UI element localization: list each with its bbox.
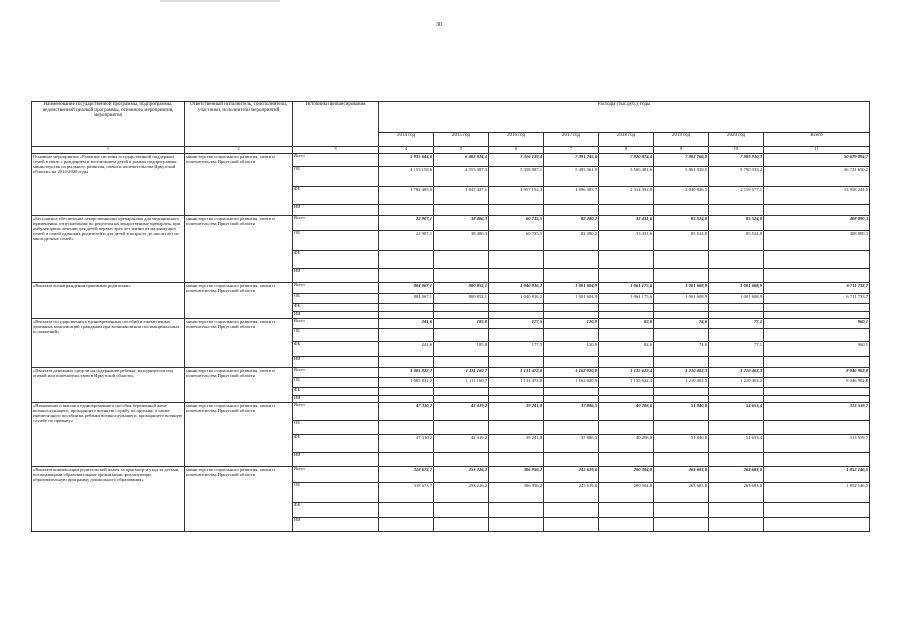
funding-source: Всего — [293, 467, 379, 483]
amount-cell — [544, 329, 599, 342]
column-index: 11 — [764, 147, 870, 154]
amount-cell: 800 852,1 — [434, 283, 489, 294]
funding-source: ФБ — [293, 304, 379, 312]
amount-cell — [434, 503, 489, 518]
amount-cell: 37 886,5 — [544, 435, 599, 453]
amount-cell: 5 790 333,2 — [709, 167, 764, 187]
amount-cell: 47 310,2 — [379, 435, 434, 453]
amount-cell — [434, 396, 489, 403]
funding-source: ИИ — [293, 312, 379, 319]
amount-cell — [379, 329, 434, 342]
column-index: 1 — [32, 147, 185, 154]
amount-cell — [709, 503, 764, 518]
amount-cell: 1 061 175,6 — [599, 294, 654, 304]
amount-cell: 263 683,0 — [654, 467, 709, 483]
amount-cell: 1 131 472,0 — [489, 378, 544, 388]
page-number: 30 — [436, 22, 442, 28]
amount-cell — [599, 312, 654, 319]
header-year: 2017 год — [544, 133, 599, 147]
amount-cell: 253 226,2 — [434, 467, 489, 483]
amount-cell — [489, 269, 544, 283]
amount-cell — [709, 205, 764, 216]
amount-cell: 50 679 894,7 — [764, 154, 870, 167]
responsible-executor: министерство социального развития, опеки и попечительства Иркутской области — [185, 319, 293, 368]
amount-cell: 313 559,7 — [764, 403, 870, 421]
amount-cell — [764, 518, 870, 532]
amount-cell: 5 358 987,1 — [489, 167, 544, 187]
amount-cell: 42 419,2 — [434, 403, 489, 421]
header-year: 2018 год — [599, 133, 654, 147]
amount-cell — [599, 205, 654, 216]
amount-cell — [434, 357, 489, 368]
amount-cell — [654, 329, 709, 342]
amount-cell: 120,9 — [544, 319, 599, 329]
amount-cell — [434, 518, 489, 532]
amount-cell — [599, 329, 654, 342]
amount-cell — [599, 453, 654, 467]
amount-cell: 1 111 160,7 — [434, 378, 489, 388]
amount-cell — [489, 388, 544, 396]
amount-cell: 263 683,0 — [709, 467, 764, 483]
amount-cell — [709, 251, 764, 269]
amount-cell: 318 673,7 — [379, 467, 434, 483]
measure-name: «Бесплатное обеспечение лекарственными препаратами для медицинского применения, отпускаемыми по рецептам на лекарственные препараты, при амбулаторном лечении для детей первых трех лет жизни из малоимущих семей и семей одиноких родителей и для детей в возрасте до шести лет из многодетных семей» — [32, 216, 185, 283]
amount-cell — [379, 388, 434, 396]
funding-source: ИИ — [293, 396, 379, 403]
table-row — [32, 283, 870, 294]
amount-cell — [379, 312, 434, 319]
amount-cell — [654, 269, 709, 283]
table-row — [32, 319, 870, 329]
amount-cell: 241,6 — [379, 342, 434, 357]
amount-cell: 1 210 402,3 — [654, 368, 709, 378]
amount-cell: 4 153 159,6 — [379, 167, 434, 187]
amount-cell: 60 735,5 — [489, 231, 544, 251]
amount-cell: 39 241,8 — [489, 403, 544, 421]
amount-cell — [764, 357, 870, 368]
column-index: 3 — [293, 147, 379, 154]
funding-source: ФБ — [293, 503, 379, 518]
header-name: Наименование государственной программы, подпрограммы, ведомственной целевой программы, основного мероприятия, мероприятия — [32, 102, 185, 147]
amount-cell: 245 619,6 — [544, 467, 599, 483]
amount-cell — [709, 518, 764, 532]
measure-name: «Выплата государственных единовременных пособий и ежемесячных денежных компенсаций гражданам при возникновении поствакцинальных осложнений» — [32, 319, 185, 368]
amount-cell: 6 711 733,7 — [764, 283, 870, 294]
funding-source: ФБ — [293, 251, 379, 269]
amount-cell — [544, 251, 599, 269]
amount-cell: 36 721 650,2 — [764, 167, 870, 187]
amount-cell: 33 431,6 — [599, 231, 654, 251]
amount-cell: 39 241,8 — [489, 435, 544, 453]
amount-cell — [764, 205, 870, 216]
amount-cell: 85 524,8 — [654, 216, 709, 231]
amount-cell — [379, 453, 434, 467]
measure-name: «Выплата вознаграждения приемным родителям» — [32, 283, 185, 319]
amount-cell: 1 131 472,0 — [489, 368, 544, 378]
amount-cell — [654, 388, 709, 396]
funding-source: ОБ — [293, 421, 379, 435]
amount-cell: 185,8 — [434, 342, 489, 357]
funding-source: ОБ — [293, 231, 379, 251]
amount-cell: 313 559,7 — [764, 435, 870, 453]
amount-cell — [709, 396, 764, 403]
funding-source: ФБ — [293, 435, 379, 453]
table-row — [32, 403, 870, 421]
amount-cell: 1 040 816,2 — [489, 294, 544, 304]
amount-cell — [544, 421, 599, 435]
amount-cell — [764, 453, 870, 467]
amount-cell — [599, 421, 654, 435]
amount-cell: 1 001 604,9 — [544, 294, 599, 304]
amount-cell: 85 524,8 — [709, 216, 764, 231]
amount-cell: 74,6 — [654, 342, 709, 357]
amount-cell — [599, 251, 654, 269]
amount-cell: 1 061 175,6 — [599, 283, 654, 294]
amount-cell — [489, 329, 544, 342]
amount-cell: 40 208,6 — [599, 403, 654, 421]
amount-cell: 82 280,2 — [544, 231, 599, 251]
table-row — [32, 467, 870, 483]
header-year: 2016 год — [489, 133, 544, 147]
amount-cell — [434, 421, 489, 435]
amount-cell — [599, 503, 654, 518]
amount-cell — [709, 304, 764, 312]
funding-source: ИИ — [293, 518, 379, 532]
amount-cell: 82 280,2 — [544, 216, 599, 231]
amount-cell — [379, 357, 434, 368]
funding-source: Всего — [293, 216, 379, 231]
amount-cell — [489, 396, 544, 403]
amount-cell: 177,5 — [489, 319, 544, 329]
amount-cell: 22 907,1 — [379, 216, 434, 231]
amount-cell: 318 673,7 — [379, 483, 434, 503]
amount-cell: 7 902 766,0 — [654, 154, 709, 167]
amount-cell — [654, 396, 709, 403]
amount-cell — [654, 304, 709, 312]
amount-cell: 1 135 622,4 — [599, 378, 654, 388]
column-index: 8 — [599, 147, 654, 154]
responsible-executor: министерство социального развития, опеки и попечительства Иркутской области — [185, 216, 293, 283]
funding-source: ОБ — [293, 167, 379, 187]
amount-cell: 2 040 826,5 — [654, 187, 709, 205]
amount-cell — [709, 269, 764, 283]
funding-source: ИИ — [293, 453, 379, 467]
table-row — [32, 216, 870, 231]
column-index: 9 — [654, 147, 709, 154]
amount-cell: 1 210 402,3 — [709, 368, 764, 378]
funding-source: ФБ — [293, 388, 379, 396]
amount-cell: 5 506 481,6 — [599, 167, 654, 187]
amount-cell: 13 958 244,5 — [764, 187, 870, 205]
amount-cell — [434, 329, 489, 342]
amount-cell: 54 653,4 — [709, 403, 764, 421]
amount-cell: 263 683,0 — [709, 483, 764, 503]
responsible-executor: министерство социального развития, опеки и попечительства Иркутской области — [185, 154, 293, 216]
amount-cell — [544, 388, 599, 396]
column-index: 2 — [185, 147, 293, 154]
amount-cell — [434, 205, 489, 216]
amount-cell — [379, 396, 434, 403]
amount-cell: 54 653,4 — [709, 435, 764, 453]
funding-source: ИИ — [293, 357, 379, 368]
amount-cell: 960,1 — [764, 319, 870, 329]
amount-cell: 82,6 — [599, 342, 654, 357]
amount-cell: 1 210 402,3 — [709, 378, 764, 388]
amount-cell: 22 907,1 — [379, 231, 434, 251]
funding-source: ОБ — [293, 294, 379, 304]
header-responsible: Ответственный исполнитель, соисполнители, участники, исполнители мероприятий — [185, 102, 293, 147]
amount-cell: 4 555 387,3 — [434, 167, 489, 187]
amount-cell — [544, 518, 599, 532]
amount-cell: 74,6 — [654, 319, 709, 329]
column-index: 5 — [434, 147, 489, 154]
amount-cell — [654, 518, 709, 532]
amount-cell — [544, 503, 599, 518]
funding-source: Всего — [293, 403, 379, 421]
responsible-executor: министерство социального развития, опеки и попечительства Иркутской области — [185, 283, 293, 319]
amount-cell: 77,1 — [709, 342, 764, 357]
amount-cell — [544, 396, 599, 403]
scan-artifact — [160, 0, 280, 2]
header-expenses: Расходы (тыс.руб.), годы — [379, 102, 870, 133]
amount-cell — [489, 312, 544, 319]
amount-cell: 1 085 822,2 — [379, 368, 434, 378]
amount-cell — [434, 312, 489, 319]
amount-cell — [544, 357, 599, 368]
amount-cell: 800 852,1 — [434, 294, 489, 304]
amount-cell — [709, 329, 764, 342]
funding-source: ИИ — [293, 205, 379, 216]
amount-cell: 245 619,6 — [544, 483, 599, 503]
amount-cell: 38 486,3 — [434, 216, 489, 231]
amount-cell: 8 046 902,8 — [764, 378, 870, 388]
amount-cell: 5 495 361,9 — [544, 167, 599, 187]
amount-cell: 241,6 — [379, 319, 434, 329]
amount-cell: 42 419,2 — [434, 435, 489, 453]
amount-cell — [434, 453, 489, 467]
amount-cell — [764, 421, 870, 435]
header-source: Источники финансирования — [293, 102, 379, 147]
responsible-executor: министерство социального развития, опеки и попечительства Иркутской области — [185, 403, 293, 467]
amount-cell: 85 524,8 — [709, 231, 764, 251]
amount-cell: 8 046 902,8 — [764, 368, 870, 378]
amount-cell — [544, 205, 599, 216]
header-year: 2020 год — [709, 133, 764, 147]
amount-cell — [434, 269, 489, 283]
amount-cell: 51 840,0 — [654, 435, 709, 453]
amount-cell: 804 067,1 — [379, 294, 434, 304]
amount-cell — [599, 388, 654, 396]
amount-cell: 1 085 822,2 — [379, 378, 434, 388]
amount-cell — [764, 269, 870, 283]
amount-cell — [379, 251, 434, 269]
amount-cell — [764, 329, 870, 342]
amount-cell — [544, 453, 599, 467]
funding-source: ФБ — [293, 187, 379, 205]
amount-cell: 1 135 622,4 — [599, 368, 654, 378]
amount-cell — [434, 304, 489, 312]
amount-cell — [709, 357, 764, 368]
amount-cell: 1 040 816,2 — [489, 283, 544, 294]
amount-cell: 60 735,5 — [489, 216, 544, 231]
amount-cell — [434, 388, 489, 396]
amount-cell — [709, 312, 764, 319]
header-year: 2015 год — [434, 133, 489, 147]
amount-cell: 306 956,2 — [489, 483, 544, 503]
funding-source: Всего — [293, 154, 379, 167]
amount-cell — [599, 357, 654, 368]
amount-cell — [654, 503, 709, 518]
amount-cell — [379, 518, 434, 532]
amount-cell — [379, 205, 434, 216]
amount-cell — [599, 518, 654, 532]
column-index: 10 — [709, 147, 764, 154]
amount-cell: 2 119 577,1 — [709, 187, 764, 205]
amount-cell: 1 001 608,9 — [709, 283, 764, 294]
amount-cell: 253 226,2 — [434, 483, 489, 503]
column-index: 4 — [379, 147, 434, 154]
amount-cell: 6 402 814,4 — [434, 154, 489, 167]
responsible-executor: министерство социального развития, опеки и попечительства Иркутской области — [185, 467, 293, 532]
funding-source: ОБ — [293, 329, 379, 342]
amount-cell — [379, 421, 434, 435]
amount-cell: 1 001 608,9 — [709, 294, 764, 304]
amount-cell: 960,1 — [764, 342, 870, 357]
amount-cell — [379, 269, 434, 283]
amount-cell — [654, 205, 709, 216]
amount-cell: 408 890,3 — [764, 231, 870, 251]
amount-cell: 120,9 — [544, 342, 599, 357]
amount-cell: 5 935 644,6 — [379, 154, 434, 167]
amount-cell — [764, 304, 870, 312]
table-row — [32, 368, 870, 378]
table-row — [32, 154, 870, 167]
amount-cell: 408 890,3 — [764, 216, 870, 231]
amount-cell — [599, 269, 654, 283]
amount-cell: 1 852 146,5 — [764, 467, 870, 483]
amount-cell — [709, 421, 764, 435]
amount-cell: 7 391 745,6 — [544, 154, 599, 167]
header-year: Всего — [764, 133, 870, 147]
amount-cell — [709, 388, 764, 396]
amount-cell — [379, 304, 434, 312]
amount-cell — [764, 503, 870, 518]
funding-source: ОБ — [293, 483, 379, 503]
amount-cell: 1 847 427,1 — [434, 187, 489, 205]
budget-table — [31, 101, 870, 532]
funding-source: Всего — [293, 283, 379, 294]
header-year: 2014 год — [379, 133, 434, 147]
amount-cell — [489, 205, 544, 216]
amount-cell: 185,8 — [434, 319, 489, 329]
amount-cell: 77,1 — [709, 319, 764, 329]
funding-source: Всего — [293, 368, 379, 378]
amount-cell — [489, 453, 544, 467]
funding-source: Всего — [293, 319, 379, 329]
amount-cell: 804 067,1 — [379, 283, 434, 294]
amount-cell: 1 001 608,9 — [654, 294, 709, 304]
amount-cell: 85 524,8 — [654, 231, 709, 251]
amount-cell — [709, 453, 764, 467]
amount-cell: 1 162 020,9 — [544, 368, 599, 378]
amount-cell: 1 957 152,3 — [489, 187, 544, 205]
amount-cell: 40 208,6 — [599, 435, 654, 453]
amount-cell — [654, 453, 709, 467]
measure-name: Основное мероприятие «Развитие системы государственной поддержки семей в связи с рождением и воспитанием детей в рамках подпрограммы министерства социального развития, опеки и попечительства Иркутской области» на 2014-2020 годы — [32, 154, 185, 216]
measure-name: «Выплата компенсации родительской платы за присмотр и уход за детьми, посещающими образовательные организации, реализующие образовательную программу дошкольного образования» — [32, 467, 185, 532]
amount-cell: 306 956,2 — [489, 467, 544, 483]
amount-cell — [544, 269, 599, 283]
amount-cell — [599, 304, 654, 312]
amount-cell: 200 304,8 — [599, 467, 654, 483]
column-index: 6 — [489, 147, 544, 154]
funding-source: ОБ — [293, 378, 379, 388]
amount-cell — [489, 503, 544, 518]
amount-cell — [489, 357, 544, 368]
amount-cell: 47 310,2 — [379, 403, 434, 421]
amount-cell: 33 431,6 — [599, 216, 654, 231]
amount-cell: 1 896 383,7 — [544, 187, 599, 205]
amount-cell — [764, 312, 870, 319]
amount-cell: 200 304,8 — [599, 483, 654, 503]
amount-cell: 7 909 910,3 — [709, 154, 764, 167]
amount-cell — [489, 421, 544, 435]
amount-cell: 82,6 — [599, 319, 654, 329]
amount-cell: 1 111 160,7 — [434, 368, 489, 378]
amount-cell: 38 486,3 — [434, 231, 489, 251]
amount-cell: 177,5 — [489, 342, 544, 357]
column-index: 7 — [544, 147, 599, 154]
amount-cell — [599, 396, 654, 403]
amount-cell: 5 861 939,5 — [654, 167, 709, 187]
amount-cell — [764, 388, 870, 396]
measure-name: «Выплата денежных средств на содержание ребенка, находящегося под опекой или попечительством в Иркутской области» — [32, 368, 185, 403]
amount-cell: 37 886,5 — [544, 403, 599, 421]
amount-cell: 1 001 608,9 — [654, 283, 709, 294]
amount-cell: 1 210 402,3 — [654, 378, 709, 388]
amount-cell — [654, 357, 709, 368]
amount-cell: 1 001 604,9 — [544, 283, 599, 294]
amount-cell — [434, 251, 489, 269]
responsible-executor: министерство социального развития, опеки и попечительства Иркутской области — [185, 368, 293, 403]
amount-cell: 1 852 146,5 — [764, 483, 870, 503]
funding-source: ФБ — [293, 342, 379, 357]
amount-cell — [654, 421, 709, 435]
amount-cell: 263 683,0 — [654, 483, 709, 503]
amount-cell — [489, 304, 544, 312]
amount-cell: 1 782 485,0 — [379, 187, 434, 205]
amount-cell: 51 840,0 — [654, 403, 709, 421]
funding-source: ИИ — [293, 269, 379, 283]
amount-cell: 7 316 139,4 — [489, 154, 544, 167]
header-year: 2019 год — [654, 133, 709, 147]
amount-cell — [379, 503, 434, 518]
amount-cell: 2 314 392,8 — [599, 187, 654, 205]
amount-cell — [544, 304, 599, 312]
amount-cell — [764, 251, 870, 269]
amount-cell — [489, 518, 544, 532]
amount-cell — [654, 312, 709, 319]
amount-cell — [489, 251, 544, 269]
amount-cell — [544, 312, 599, 319]
amount-cell — [764, 396, 870, 403]
amount-cell: 6 711 733,7 — [764, 294, 870, 304]
amount-cell: 1 162 020,9 — [544, 378, 599, 388]
amount-cell: 7 820 874,4 — [599, 154, 654, 167]
measure-name: «Назначение и выплата единовременного пособия беременной жене военнослужащего, проходящего военную службу по призыву, а также ежемесячного пособия на ребенка военнослужащего, проходящего военную службу по призыву» — [32, 403, 185, 467]
amount-cell — [654, 251, 709, 269]
